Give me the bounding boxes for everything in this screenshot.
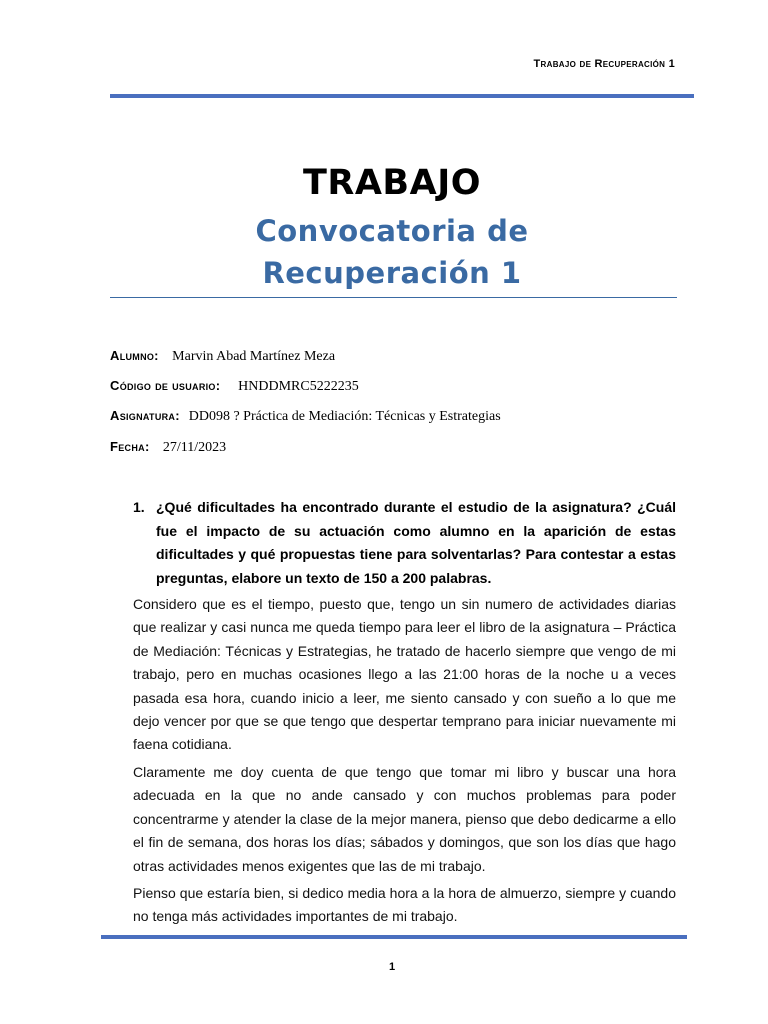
subtitle-line-1: Convocatoria de: [255, 214, 529, 248]
meta-asignatura: [110, 407, 501, 425]
meta-codigo: [110, 377, 359, 395]
question-number: 1.: [133, 499, 145, 515]
fecha-value: 27/11/2023: [162, 440, 227, 455]
title-divider: [110, 297, 677, 298]
answer-paragraph-3: Pienso que estaría bien, si dedico media hora a la hora de almuerzo, siempre y cuando no tenga más actividades importantes de mi trabajo.: [133, 885, 676, 925]
codigo-value: HNDDMRC5222235: [238, 379, 359, 394]
meta-alumno: [110, 347, 335, 365]
alumno-value: Marvin Abad Martínez Meza: [172, 349, 336, 364]
question-item: [133, 496, 676, 590]
fecha-label: Fecha:: [110, 439, 150, 454]
asignatura-label: Asignatura:: [110, 408, 180, 423]
running-header: Trabajo de Recuperación 1: [533, 58, 675, 70]
page-number: 1: [388, 961, 396, 973]
answer-paragraph-2: Claramente me doy cuenta de que tengo que tomar mi libro y buscar una hora adecuada en la que no ande cansado y con muchos problemas para poder concentrarme y atender la clase de la mejor manera, pienso que debo dedicarme a ello el fin de semana, dos horas los días; sábados y domingos, que son los días que hago otras actividades menos exigentes que las de mi trabajo.: [133, 764, 676, 874]
alumno-label: Alumno:: [110, 348, 159, 363]
meta-fecha: [110, 438, 226, 456]
subtitle-line-2: Recuperación 1: [262, 256, 522, 290]
answer-paragraph-1: Considero que es el tiempo, puesto que, tengo un sin numero de actividades diarias que realizar y casi nunca me queda tiempo para leer el libro de la asignatura – Práctica de Mediación: Técnicas y Estrategias, he tratado de hacerlo siempre que vengo de mi trabajo, pero en muchas ocasiones llego a las 21:00 horas de la noche u a veces pasada esa hora, cuando inicio a leer, me siento cansado y con sueño a lo que me dejo vencer por que se que tengo que despertar temprano para iniciar nuevamente mi faena cotidiana.: [133, 596, 676, 753]
footer-rule: [101, 935, 687, 939]
codigo-label: Código de usuario:: [110, 378, 221, 393]
asignatura-value: DD098 ? Práctica de Mediación: Técnicas y Estrategias: [188, 409, 501, 424]
question-text: ¿Qué dificultades ha encontrado durante el estudio de la asignatura? ¿Cuál fue el impacto de su actuación como alumno en la aparición de estas dificultades y qué propuestas tiene para solventarlas? Para contestar a estas preguntas, elabore un texto de 150 a 200 palabras.: [156, 499, 676, 586]
document-title: TRABAJO: [303, 163, 481, 203]
document-subtitle: [0, 210, 768, 294]
header-rule: [110, 94, 694, 98]
